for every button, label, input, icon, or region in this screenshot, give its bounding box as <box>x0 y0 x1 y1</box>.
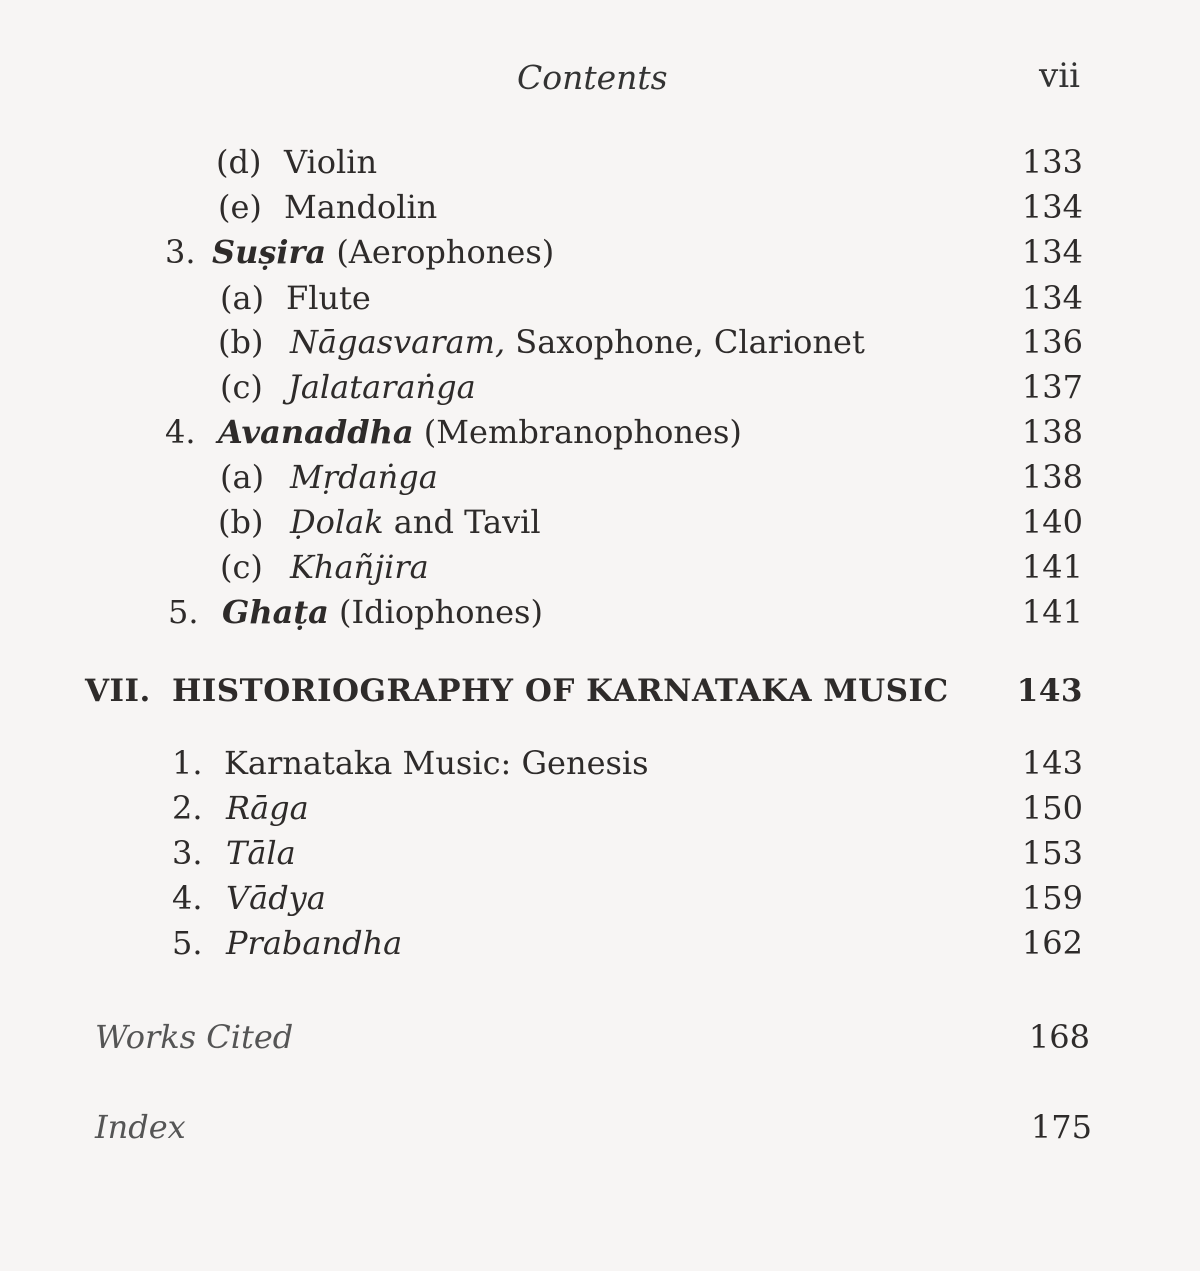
entry-number: 5. <box>172 924 203 962</box>
back-matter-title: Index <box>95 1108 186 1146</box>
entry-title: Khañjira <box>290 548 429 586</box>
entry-page: 138 <box>1021 413 1083 451</box>
back-matter-entry <box>0 1018 1200 1064</box>
entry-title: Karnataka Music: Genesis <box>224 744 649 782</box>
entry-title: Mandolin <box>284 188 438 226</box>
entry-title: Ḍolak and Tavil <box>290 503 541 541</box>
entry-number: 4. <box>165 413 196 451</box>
entry-title: Suṣira (Aerophones) <box>212 233 555 271</box>
entry-title: Ghaṭa (Idiophones) <box>222 593 543 631</box>
entry-page: 150 <box>1021 789 1083 827</box>
entry-page: 138 <box>1021 458 1083 496</box>
chapter-number: VII. <box>85 673 151 709</box>
entry-number: (c) <box>220 368 263 406</box>
toc-entry <box>0 368 1200 414</box>
entry-page: 141 <box>1021 548 1083 586</box>
folio-number: vii <box>1039 56 1080 96</box>
running-title: Contents <box>517 58 668 97</box>
entry-number: 3. <box>165 233 196 271</box>
back-matter-page: 168 <box>1028 1018 1090 1056</box>
toc-entry <box>0 924 1200 970</box>
toc-entry <box>0 593 1200 639</box>
entry-title: Rāga <box>226 789 309 827</box>
back-matter-entry <box>0 1108 1200 1154</box>
entry-page: 136 <box>1021 323 1083 361</box>
entry-title: Tāla <box>226 834 296 872</box>
entry-page: 133 <box>1021 143 1083 181</box>
entry-number: (a) <box>220 458 265 496</box>
back-matter-page: 175 <box>1030 1108 1092 1146</box>
entry-title: Nāgasvaram, Saxophone, Clarionet <box>290 323 865 361</box>
entry-title: Violin <box>284 143 378 181</box>
entry-number: (a) <box>220 279 265 317</box>
entry-page: 159 <box>1021 879 1083 917</box>
chapter-heading <box>0 673 1200 719</box>
entry-page: 134 <box>1021 188 1083 226</box>
chapter-title: HISTORIOGRAPHY OF KARNATAKA MUSIC <box>172 673 949 709</box>
entry-page: 140 <box>1021 503 1083 541</box>
toc-entry <box>0 548 1200 594</box>
entry-title: Vādya <box>226 879 326 917</box>
toc-entry <box>0 279 1200 325</box>
entry-page: 137 <box>1021 368 1083 406</box>
toc-entry <box>0 879 1200 925</box>
toc-entry <box>0 188 1200 234</box>
entry-title: Jalataraṅga <box>288 368 476 406</box>
entry-number: 4. <box>172 879 203 917</box>
entry-number: (c) <box>220 548 263 586</box>
back-matter-title: Works Cited <box>95 1018 294 1056</box>
toc-entry <box>0 323 1200 369</box>
toc-entry <box>0 834 1200 880</box>
entry-number: (d) <box>216 143 262 181</box>
entry-page: 143 <box>1021 744 1083 782</box>
entry-number: (b) <box>218 323 264 361</box>
entry-title: Prabandha <box>226 924 403 962</box>
entry-number: 2. <box>172 789 203 827</box>
toc-entry <box>0 413 1200 459</box>
toc-entry <box>0 789 1200 835</box>
entry-page: 134 <box>1021 233 1083 271</box>
toc-entry <box>0 143 1200 189</box>
toc-entry <box>0 233 1200 279</box>
entry-title: Mṛdaṅga <box>290 458 438 496</box>
toc-entry <box>0 744 1200 790</box>
entry-page: 134 <box>1021 279 1083 317</box>
entry-number: 3. <box>172 834 203 872</box>
entry-number: 1. <box>172 744 203 782</box>
entry-number: 5. <box>168 593 199 631</box>
entry-title: Avanaddha (Membranophones) <box>218 413 742 451</box>
entry-number: (e) <box>218 188 262 226</box>
chapter-page: 143 <box>1016 673 1083 709</box>
toc-entry <box>0 503 1200 549</box>
entry-title: Flute <box>286 279 371 317</box>
entry-page: 153 <box>1021 834 1083 872</box>
toc-entry <box>0 458 1200 504</box>
entry-page: 141 <box>1021 593 1083 631</box>
entry-number: (b) <box>218 503 264 541</box>
entry-page: 162 <box>1021 924 1083 962</box>
